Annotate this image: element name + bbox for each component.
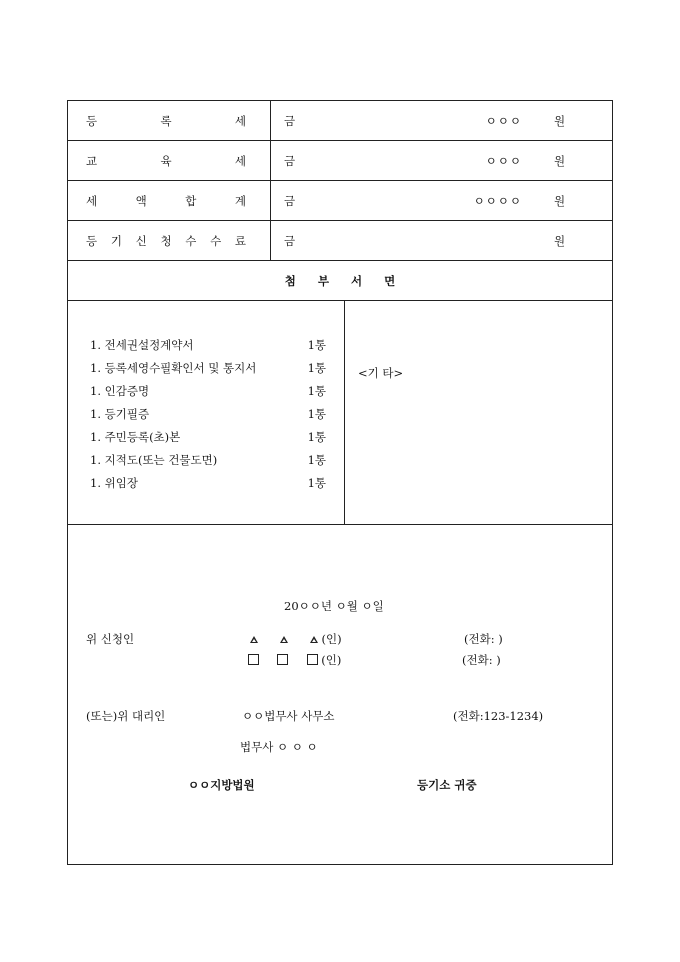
agent-label: (또는)위 대리인 [86, 709, 166, 723]
seal-mark: (인) [321, 653, 342, 667]
fee-unit: 원 [554, 113, 566, 128]
fee-currency: 금 [284, 193, 296, 208]
square-icon [307, 654, 318, 665]
attachments-header: 첨 부 서 면 [284, 273, 396, 288]
agent-office: ㅇㅇ법무사 사무소 [242, 709, 335, 723]
applicant-phone-2: (전화: ) [462, 653, 501, 667]
fee-currency: 금 [284, 113, 296, 128]
square-icon [248, 654, 259, 665]
applicant-label: 위 신청인 [86, 632, 135, 646]
fee-unit: 원 [554, 153, 566, 168]
fee-label: 등 기 신 청 수 수 료 [86, 233, 246, 248]
triangle-icon [280, 636, 288, 643]
fee-amount: ㅇㅇㅇ [485, 153, 522, 168]
fee-label: 등 록 세 [86, 113, 246, 128]
fee-unit: 원 [554, 193, 566, 208]
fee-unit: 원 [554, 233, 566, 248]
registration-form [67, 100, 613, 865]
fee-currency: 금 [284, 153, 296, 168]
attachments-header-row [68, 261, 612, 301]
triangle-icon [310, 636, 318, 643]
fee-label: 교 육 세 [86, 153, 246, 168]
square-icon [277, 654, 288, 665]
application-date: 20ㅇㅇ년 ㅇ월 ㅇ일 [284, 599, 384, 613]
fee-row-education-tax [68, 141, 612, 181]
court-name: ㅇㅇ지방법원 [188, 778, 255, 792]
fee-row-tax-total [68, 181, 612, 221]
seal-mark: (인) [321, 632, 342, 646]
fee-row-registration-tax [68, 101, 612, 141]
fee-amount: ㅇㅇㅇ [485, 113, 522, 128]
other-attachments-label: <기 타> [358, 366, 404, 380]
attachments-section [68, 301, 612, 525]
applicant-phone-1: (전화: ) [464, 632, 503, 646]
agent-phone: (전화:123-1234) [453, 709, 544, 723]
triangle-icon [250, 636, 258, 643]
fee-amount: ㅇㅇㅇㅇ [473, 193, 522, 208]
registry-addressee: 등기소 귀중 [417, 778, 477, 792]
applicant-row-1 [250, 631, 342, 647]
fee-row-application-fee [68, 221, 612, 261]
agent-lawyer: 법무사 ㅇ ㅇ ㅇ [240, 740, 318, 754]
fee-label: 세 액 합 계 [86, 193, 246, 208]
attachments-list: 1. 전세권설정계약서 1통 1. 등록세영수필확인서 및 통지서 1통 1. 인감증명 1통 1. 등기필증 1통 1. 주민등록(초)본 1통 1. 지적도(또는 건물도면) 1통 1. 위임장 1통 [68, 301, 345, 524]
fee-currency: 금 [284, 233, 296, 248]
applicant-row-2 [248, 652, 341, 668]
